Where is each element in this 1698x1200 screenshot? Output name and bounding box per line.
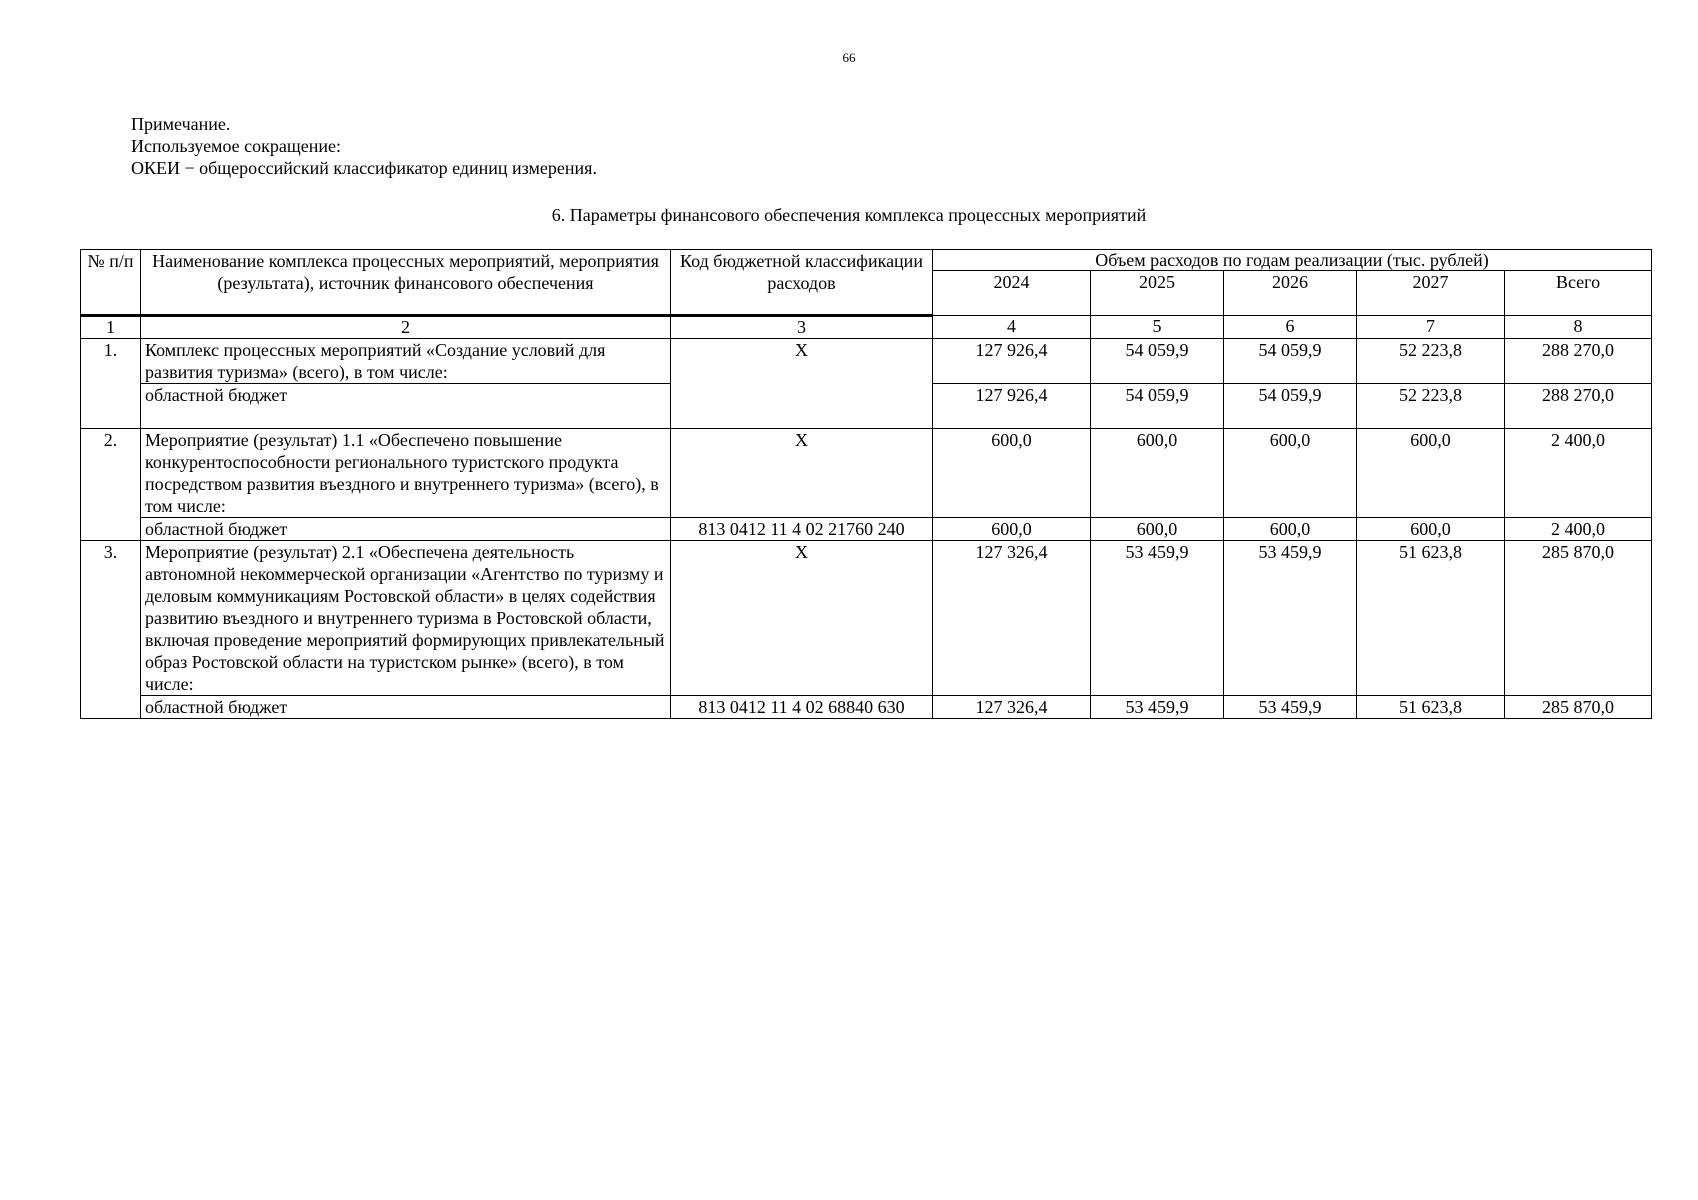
financing-table bbox=[80, 249, 1652, 719]
subrow-value-2025: 53 459,9 bbox=[1091, 696, 1224, 719]
row-value-total: 2 400,0 bbox=[1505, 429, 1652, 518]
row-value-2025: 54 059,9 bbox=[1091, 339, 1224, 384]
col-index-cell: 7 bbox=[1357, 316, 1505, 339]
row-code: Х bbox=[671, 429, 933, 518]
row-value-2025: 53 459,9 bbox=[1091, 541, 1224, 696]
note-heading: Примечание. bbox=[131, 114, 231, 134]
subrow-value-2024: 127 326,4 bbox=[933, 696, 1091, 719]
header-num: № п/п bbox=[81, 250, 141, 316]
note-abbrev-text: ОКЕИ − общероссийский классификатор единиц измерения. bbox=[131, 158, 597, 178]
row-name: Мероприятие (результат) 2.1 «Обеспечена деятельность автономной некоммерческой организации «Агентство по туризму и деловым коммуникациям Ростовской области» в целях содействия развитию въездного и внутреннего туризма в Ростовской области, включая проведение мероприятий формирующих привлекательный образ Ростовской области на туристском рынке» (всего), в том числе: bbox=[141, 541, 671, 696]
subrow-value-total: 288 270,0 bbox=[1505, 384, 1652, 429]
subrow-value-2027: 52 223,8 bbox=[1357, 384, 1505, 429]
row-value-2024: 127 926,4 bbox=[933, 339, 1091, 384]
row-num: 1. bbox=[81, 339, 141, 429]
header-name: Наименование комплекса процессных мероприятий, мероприятия (результата), источник финансового обеспечения bbox=[141, 250, 671, 316]
col-index-cell: 5 bbox=[1091, 316, 1224, 339]
col-index-cell: 8 bbox=[1505, 316, 1652, 339]
subrow-value-2027: 600,0 bbox=[1357, 518, 1505, 541]
header-year-2027: 2027 bbox=[1357, 271, 1505, 316]
col-index-cell: 1 bbox=[81, 316, 141, 339]
table-row bbox=[81, 541, 1652, 696]
table-row bbox=[81, 429, 1652, 518]
row-name: Комплекс процессных мероприятий «Создание условий для развития туризма» (всего), в том числе: bbox=[141, 339, 671, 384]
header-year-2025: 2025 bbox=[1091, 271, 1224, 316]
page-number: 66 bbox=[842, 50, 856, 65]
row-value-2027: 51 623,8 bbox=[1357, 541, 1505, 696]
table-subrow bbox=[81, 696, 1652, 719]
note-block bbox=[131, 113, 597, 179]
row-value-2026: 54 059,9 bbox=[1224, 339, 1357, 384]
table-subrow bbox=[81, 518, 1652, 541]
row-value-2026: 600,0 bbox=[1224, 429, 1357, 518]
subrow-value-total: 285 870,0 bbox=[1505, 696, 1652, 719]
header-year-2026: 2026 bbox=[1224, 271, 1357, 316]
col-index-cell: 3 bbox=[671, 316, 933, 339]
subrow-code: 813 0412 11 4 02 21760 240 bbox=[671, 518, 933, 541]
subrow-value-2024: 600,0 bbox=[933, 518, 1091, 541]
row-value-2027: 600,0 bbox=[1357, 429, 1505, 518]
column-index-row bbox=[81, 316, 1652, 339]
subrow-value-2025: 54 059,9 bbox=[1091, 384, 1224, 429]
row-value-2024: 600,0 bbox=[933, 429, 1091, 518]
row-value-2027: 52 223,8 bbox=[1357, 339, 1505, 384]
subrow-value-total: 2 400,0 bbox=[1505, 518, 1652, 541]
header-year-2024: 2024 bbox=[933, 271, 1091, 316]
subrow-code: 813 0412 11 4 02 68840 630 bbox=[671, 696, 933, 719]
col-index-cell: 2 bbox=[141, 316, 671, 339]
row-num: 2. bbox=[81, 429, 141, 541]
note-abbrev-label: Используемое сокращение: bbox=[131, 136, 341, 156]
row-value-2026: 53 459,9 bbox=[1224, 541, 1357, 696]
subrow-value-2026: 53 459,9 bbox=[1224, 696, 1357, 719]
subrow-name: областной бюджет bbox=[141, 384, 671, 429]
subrow-value-2026: 600,0 bbox=[1224, 518, 1357, 541]
header-row-1 bbox=[81, 250, 1652, 271]
subrow-value-2027: 51 623,8 bbox=[1357, 696, 1505, 719]
table-row bbox=[81, 339, 1652, 384]
row-value-total: 285 870,0 bbox=[1505, 541, 1652, 696]
header-volume: Объем расходов по годам реализации (тыс. рублей) bbox=[933, 250, 1652, 271]
col-index-cell: 4 bbox=[933, 316, 1091, 339]
col-index-cell: 6 bbox=[1224, 316, 1357, 339]
section-title: 6. Параметры финансового обеспечения комплекса процессных мероприятий bbox=[551, 205, 1147, 225]
subrow-value-2024: 127 926,4 bbox=[933, 384, 1091, 429]
row-value-2024: 127 326,4 bbox=[933, 541, 1091, 696]
subrow-name: областной бюджет bbox=[141, 518, 671, 541]
subrow-value-2026: 54 059,9 bbox=[1224, 384, 1357, 429]
row-name: Мероприятие (результат) 1.1 «Обеспечено повышение конкурентоспособности регионального туристского продукта посредством развития въездного и внутреннего туризма» (всего), в том числе: bbox=[141, 429, 671, 518]
row-code: Х bbox=[671, 541, 933, 696]
row-code: Х bbox=[671, 339, 933, 429]
subrow-value-2025: 600,0 bbox=[1091, 518, 1224, 541]
row-num: 3. bbox=[81, 541, 141, 719]
header-total: Всего bbox=[1505, 271, 1652, 316]
header-code: Код бюджетной классификации расходов bbox=[671, 250, 933, 316]
subrow-name: областной бюджет bbox=[141, 696, 671, 719]
row-value-total: 288 270,0 bbox=[1505, 339, 1652, 384]
row-value-2025: 600,0 bbox=[1091, 429, 1224, 518]
